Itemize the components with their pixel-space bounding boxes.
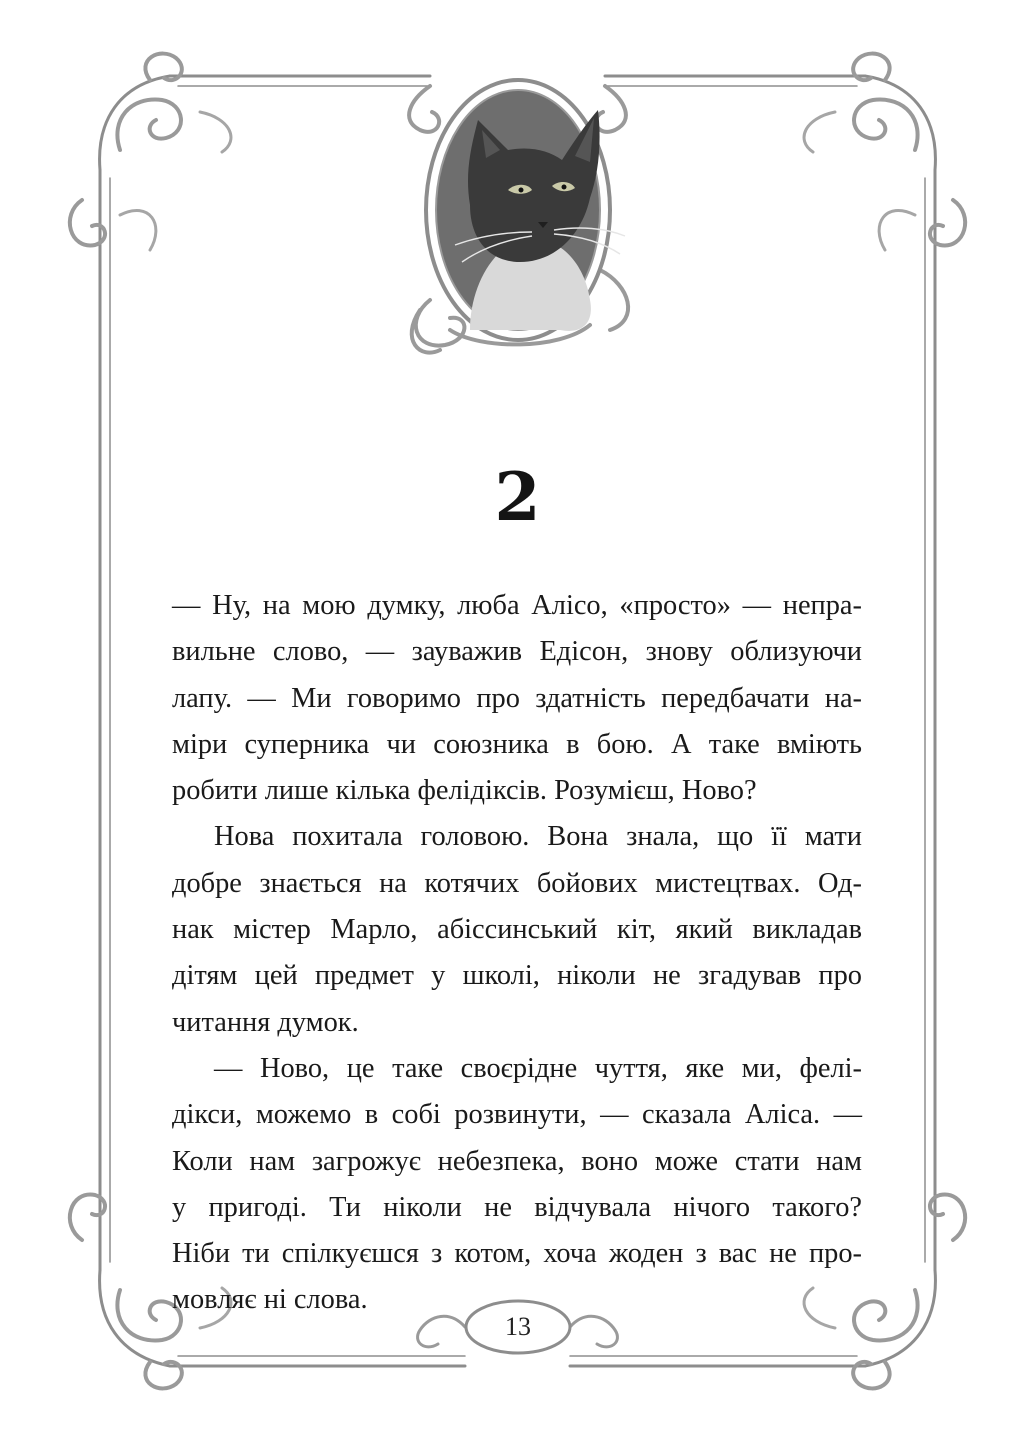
text-line: нак містер Марло, абіссинський кіт, який викладав: [172, 914, 862, 946]
text-line: вильне слово, — зауважив Едісон, знову облизуючи: [172, 636, 862, 668]
text-line: Нова похитала головою. Вона знала, що її мати: [214, 821, 862, 853]
body-text: [172, 583, 862, 1324]
text-line: — Ну, на мою думку, люба Алісо, «просто» — непра-: [172, 590, 862, 621]
page-number: 13: [505, 1312, 531, 1341]
cat-portrait-cameo: [426, 80, 625, 340]
text-line: у пригоді. Ти ніколи не відчувала нічого такого?: [172, 1191, 862, 1223]
text-line: робити лише кілька фелідіксів. Розумієш, Ново?: [172, 775, 757, 807]
text-line: — Ново, це таке своєрідне чуття, яке ми, фелі-: [214, 1052, 862, 1084]
text-line: Ніби ти спілкуєшся з котом, хоча жоден з вас не про-: [172, 1238, 862, 1270]
corner-ornament-top-right: [804, 54, 965, 250]
corner-ornament-top-left: [70, 54, 231, 250]
text-line: добре знається на котячих бойових мистецтвах. Од-: [172, 867, 862, 899]
text-line: міри суперника чи союзника в бою. А таке вміють: [172, 728, 862, 760]
text-line: дітям цей предмет у школі, ніколи не згадував про: [172, 960, 862, 992]
chapter-number: 2: [494, 458, 541, 536]
text-line: читання думок.: [172, 1006, 359, 1038]
text-line: Коли нам загрожує небезпека, воно може стати нам: [172, 1145, 862, 1177]
text-line: лапу. — Ми говоримо про здатність передбачати на-: [172, 682, 862, 714]
text-line: мовляє ні слова.: [172, 1284, 368, 1316]
text-line: дікси, можемо в собі розвинути, — сказала Аліса. —: [172, 1099, 862, 1131]
